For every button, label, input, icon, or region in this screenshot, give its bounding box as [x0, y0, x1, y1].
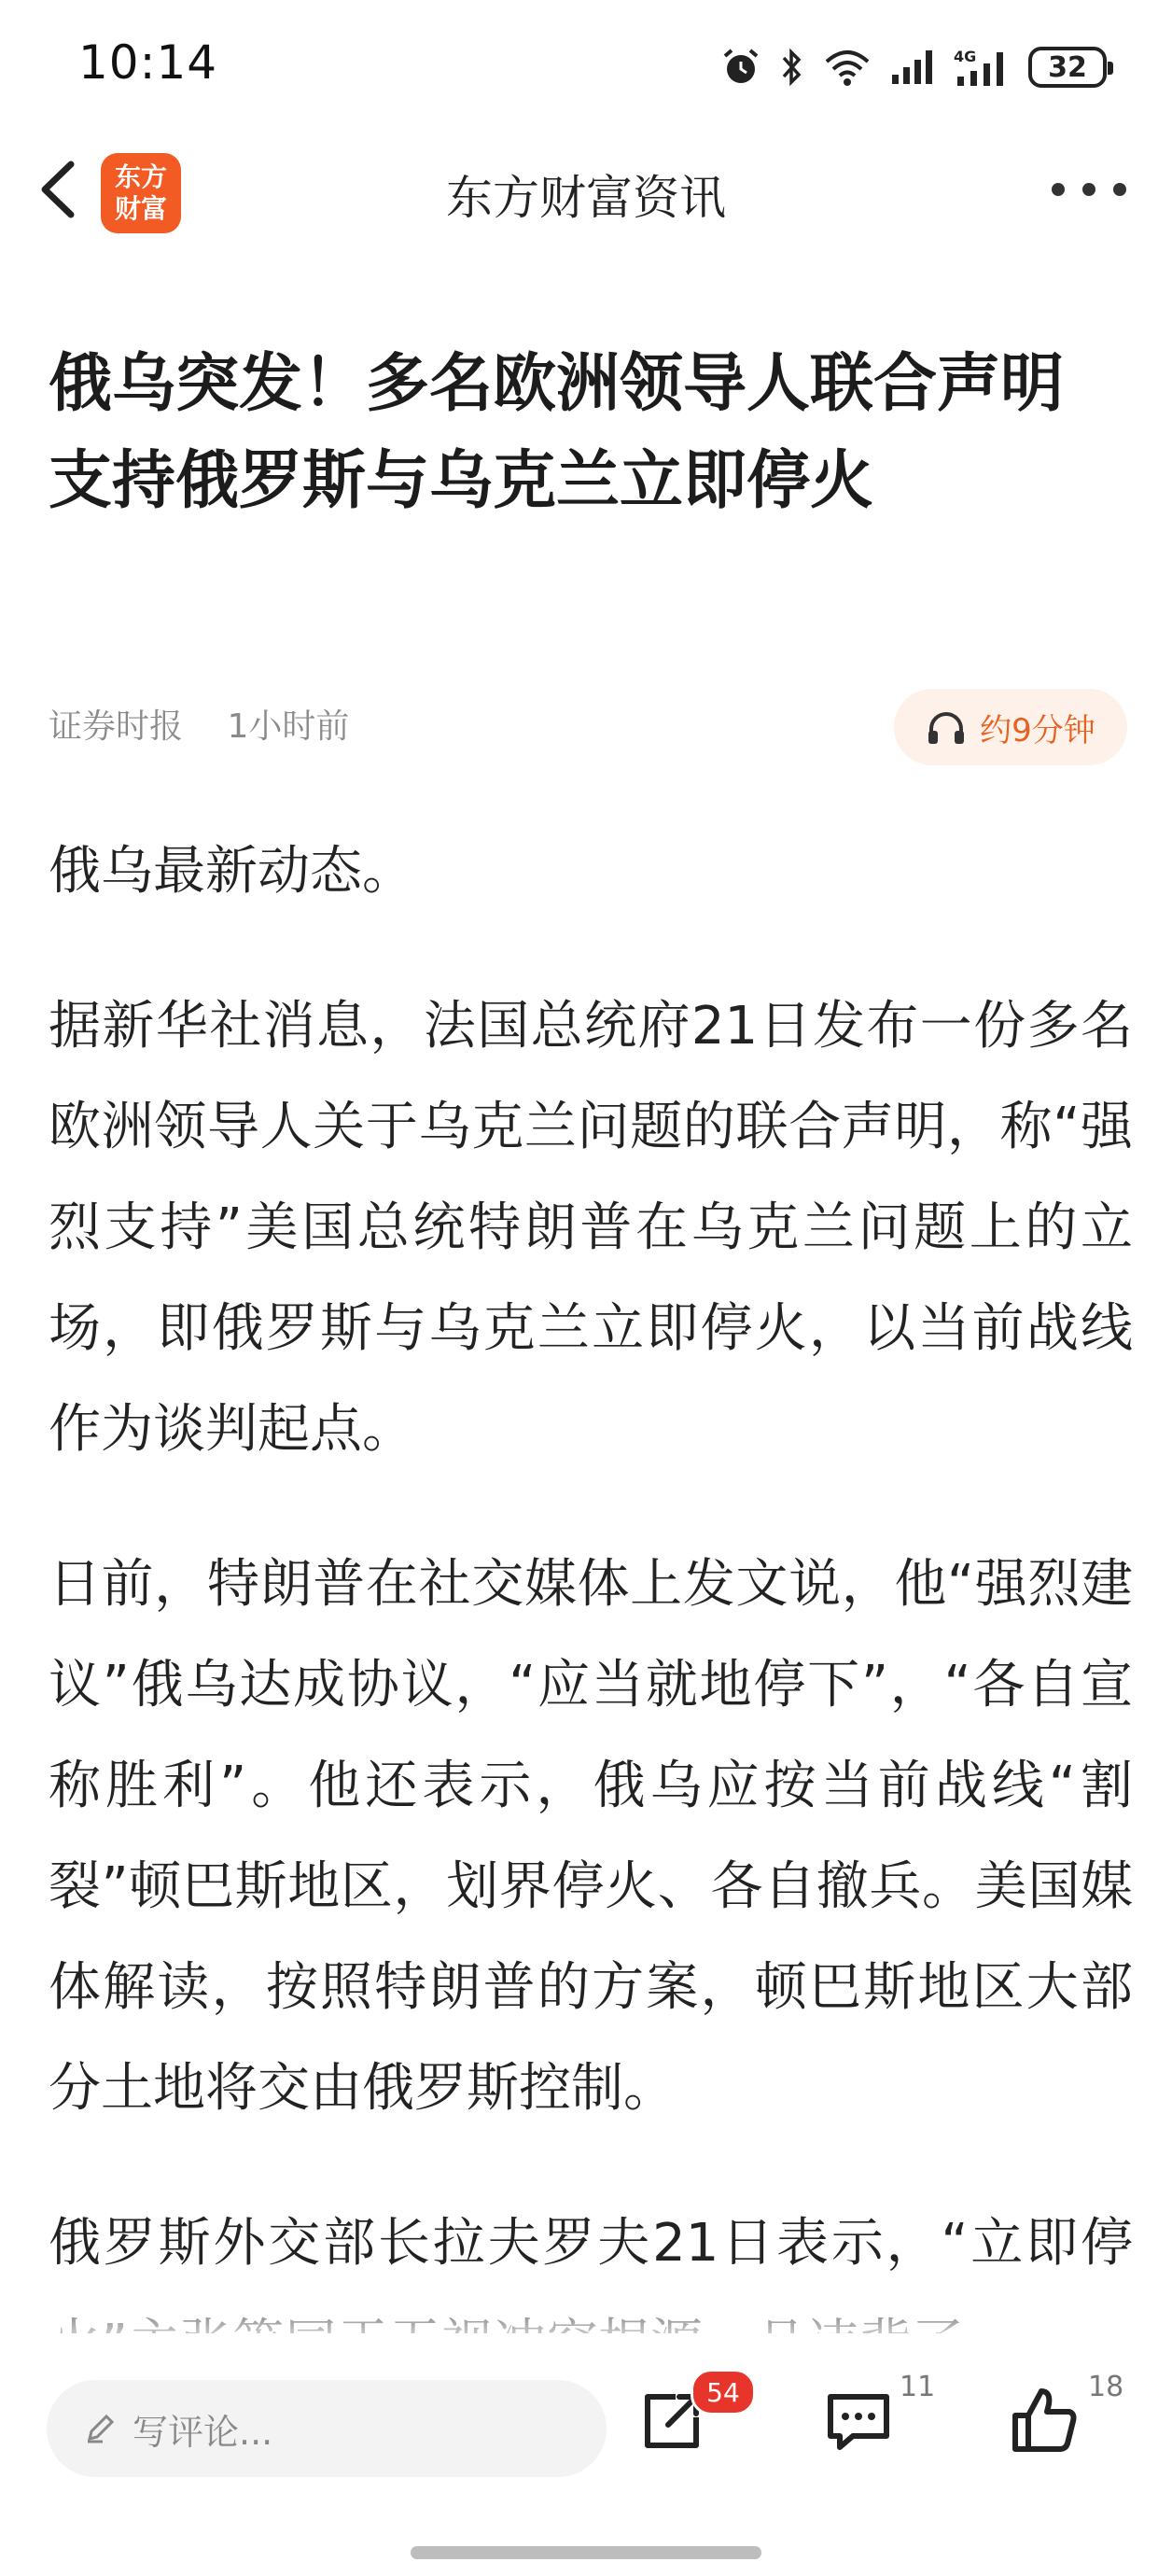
headphones-icon — [926, 708, 967, 746]
article-body — [49, 821, 1133, 2449]
article-paragraph: 据新华社消息，法国总统府21日发布一份多名欧洲领导人关于乌克兰问题的联合声明，称“强烈支持”美国总统特朗普在乌克兰问题上的立场，即俄罗斯与乌克兰立即停火，以当前战线作为谈判起点。 — [49, 996, 1133, 1460]
article-meta — [49, 700, 383, 748]
comment-placeholder: 写评论... — [133, 2411, 273, 2453]
nav-title: 东方财富资讯 — [446, 171, 726, 225]
article-title: 俄乌突发！多名欧洲领导人联合声明 支持俄罗斯与乌克兰立即停火 — [49, 347, 1065, 518]
share-count-badge: 54 — [691, 2369, 756, 2415]
battery-indicator: 32 — [1028, 47, 1107, 88]
app-logo-line2: 财富 — [114, 193, 167, 224]
article-time: 1小时前 — [227, 707, 350, 746]
svg-text:4G: 4G — [954, 48, 977, 65]
pencil-icon — [84, 2413, 116, 2444]
nav-bar — [0, 140, 1172, 243]
bottom-action-bar — [0, 2333, 1172, 2576]
thumbs-up-icon — [1008, 2384, 1082, 2458]
signal-icon — [890, 49, 935, 86]
status-icons — [720, 41, 1107, 93]
more-icon[interactable] — [1047, 175, 1131, 203]
like-count: 18 — [1088, 2371, 1124, 2403]
comment-button[interactable] — [821, 2371, 936, 2477]
listen-button[interactable] — [894, 689, 1127, 765]
comment-icon — [821, 2384, 896, 2458]
comment-count: 11 — [900, 2371, 936, 2403]
article-paragraph: 俄罗斯外交部长拉夫罗夫21日表示，“立即停 — [49, 2213, 1133, 2274]
home-indicator[interactable] — [411, 2546, 761, 2559]
alarm-icon — [720, 47, 761, 88]
share-button[interactable] — [635, 2376, 740, 2477]
article-paragraph: 俄乌最新动态。 — [49, 841, 414, 902]
like-button[interactable] — [1008, 2371, 1124, 2477]
status-time: 10:14 — [78, 35, 218, 90]
article-source[interactable]: 证券时报 — [49, 707, 184, 746]
app-logo-line1: 东方 — [114, 161, 167, 192]
comment-input[interactable] — [47, 2380, 607, 2477]
article-paragraph: 日前，特朗普在社交媒体上发文说，他“强烈建议”俄乌达成协议，“应当就地停下”，“各自宣称胜利”。他还表示，俄乌应按当前战线“割裂”顿巴斯地区，划界停火、各自撤兵。美国媒体解读，按照特朗普的方案，顿巴斯地区大部分土地将交由俄罗斯控制。 — [49, 1554, 1133, 2119]
status-bar — [0, 0, 1172, 131]
bluetooth-icon — [780, 47, 804, 88]
signal-4g-icon — [954, 47, 1010, 88]
wifi-icon — [823, 47, 872, 88]
listen-duration: 约9分钟 — [980, 711, 1095, 749]
